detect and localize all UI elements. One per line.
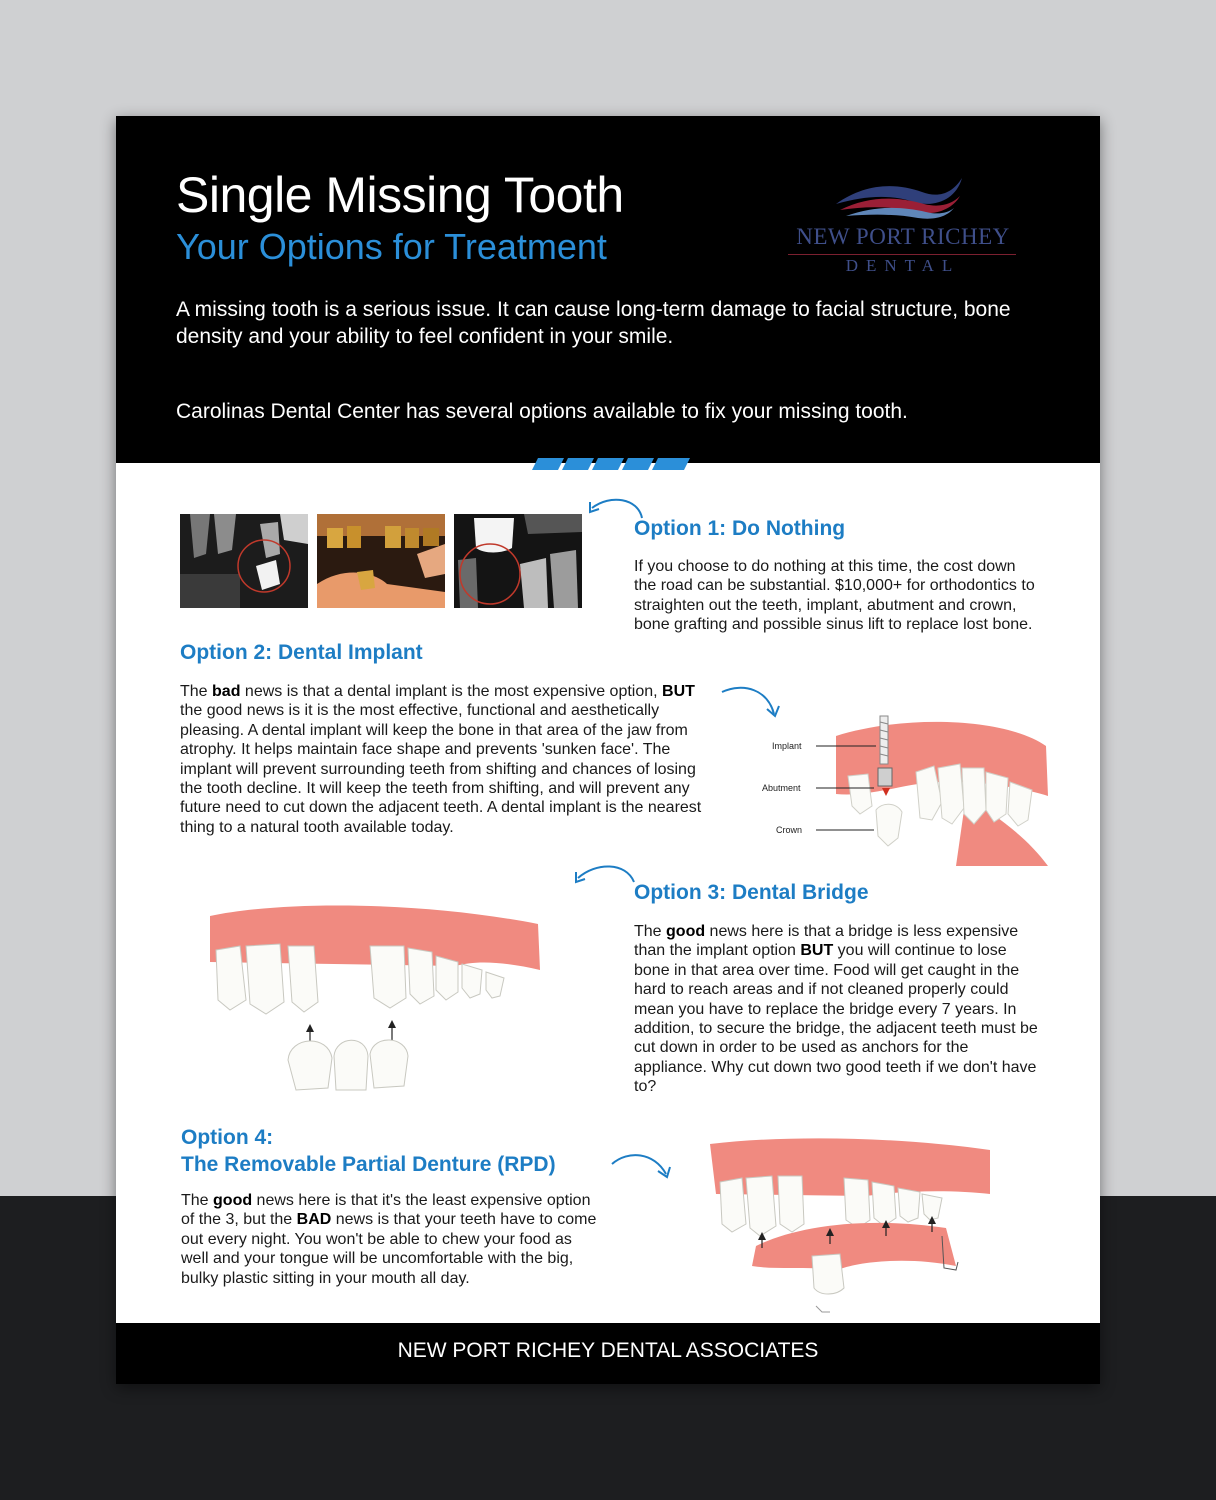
- option1-body: If you choose to do nothing at this time, the cost down the road can be substantial. $10,000+ for orthodontics to straighten out the teeth, implant, abutment and crown, bone grafting and possible sinus lift to replace lost bone.: [634, 558, 1035, 634]
- implant-illustration: [756, 706, 1056, 866]
- crown-label: Crown: [776, 825, 803, 835]
- option2-title: Option 2: Dental Implant: [180, 641, 423, 664]
- abutment-label: Abutment: [762, 783, 801, 793]
- denture-illustration: [706, 1136, 996, 1316]
- option2-body: The bad news is that a dental implant is the most expensive option, BUT the good news is it is the most effective, functional and aesthetically pleasing. A dental implant will keep the bone in that area of the jaw from atrophy. It helps maintain face shape and prevents 'sunken face'. The implant will prevent surrounding teeth from shifting and chances of losing the tooth decline. It will keep the teeth from shifting, and will prevent any future need to cut down the adjacent teeth. A dental implant is the nearest thing to a natural tooth available today.: [180, 683, 702, 836]
- option4-title-line2: The Removable Partial Denture (RPD): [181, 1153, 556, 1176]
- option1-title: Option 1: Do Nothing: [634, 517, 846, 540]
- header-band: [116, 116, 1100, 463]
- page-subtitle: Your Options for Treatment: [176, 226, 607, 267]
- logo-divider: [788, 254, 1016, 255]
- footer-practice-name: NEW PORT RICHEY DENTAL ASSOCIATES: [397, 1339, 819, 1362]
- implant-label: Implant: [772, 741, 802, 751]
- option4-title-line1: Option 4:: [181, 1126, 274, 1149]
- intro-paragraph-2: Carolinas Dental Center has several options available to fix your missing tooth.: [176, 400, 908, 423]
- option3-arrow-icon: [572, 860, 638, 890]
- option4-arrow-icon: [608, 1150, 672, 1182]
- logo-swoosh-icon: [834, 174, 964, 220]
- option4-body: The good news here is that it's the least expensive option of the 3, but the BAD news is that your teeth have to come out every night. You won't be able to chew your food as well and your tongue will be uncomfortable with the big, bulky plastic sitting in your mouth all day.: [181, 1192, 597, 1287]
- xray-photo-1: [180, 514, 308, 608]
- mouth-photo: [317, 514, 445, 608]
- logo-subtitle: DENTAL: [845, 256, 961, 275]
- logo-name: NEW PORT RICHEY: [796, 224, 1010, 249]
- bridge-illustration: [206, 900, 546, 1100]
- flyer-sheet: [116, 116, 1100, 1384]
- footer-band: [116, 1323, 1100, 1384]
- page-title: Single Missing Tooth: [176, 167, 624, 223]
- option3-title: Option 3: Dental Bridge: [634, 881, 869, 904]
- xray-photo-2: [454, 514, 582, 608]
- practice-logo: [778, 174, 1028, 278]
- header-stripes-decoration: [530, 456, 692, 472]
- option3-body: The good news here is that a bridge is less expensive than the implant option BUT you will continue to lose bone in that area over time. Food will get caught in the hard to reach areas and if not cleaned properly could mean you have to replace the bridge every 7 years. In addition, to secure the bridge, the adjacent teeth must be cut down in order to be used as anchors for the appliance. Why cut down two good teeth if we don't have to?: [634, 923, 1038, 1096]
- intro-paragraph: A missing tooth is a serious issue. It can cause long-term damage to facial structure, bone density and your ability to feel confident in your smile.: [176, 298, 1011, 348]
